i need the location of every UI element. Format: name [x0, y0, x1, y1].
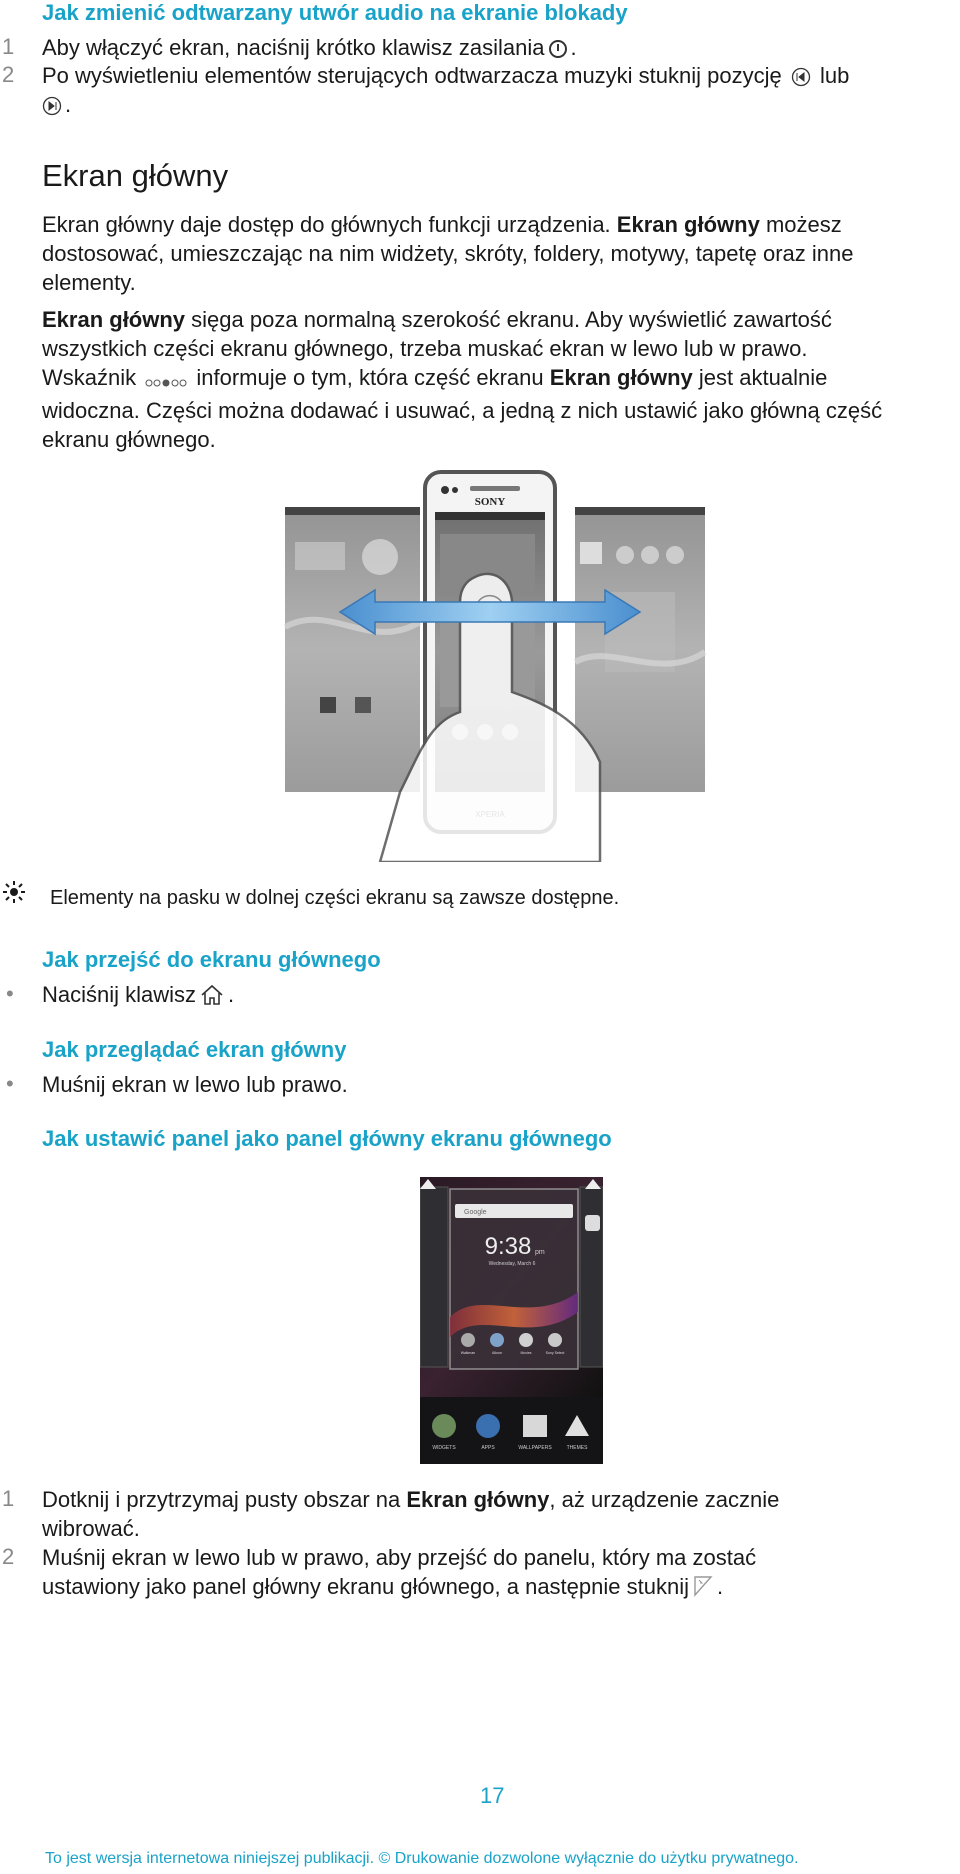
app-label: Album [492, 1351, 502, 1355]
dock-label: WALLPAPERS [518, 1445, 552, 1451]
set-panel-heading: Jak ustawić panel jako panel główny ekranu głównego [42, 1126, 612, 1151]
bullet: • [6, 1071, 14, 1096]
paragraph-line: elementy. [42, 270, 136, 295]
browse-home-heading: Jak przeglądać ekran główny [42, 1037, 347, 1062]
app-label: Walkman [460, 1351, 476, 1355]
app-label: Sony Select [545, 1351, 565, 1355]
step-end: . [65, 92, 72, 117]
clock-date: Wednesday, March 6 [488, 1261, 536, 1267]
text: , aż urządzenie zacznie [549, 1487, 780, 1512]
step-line: wibrować. [42, 1516, 140, 1541]
bold-term: Ekran główny [616, 212, 760, 237]
step-text: Po wyświetleniu elementów sterujących odtwarzacza muzyki stuknij pozycję [42, 63, 782, 88]
next-track-icon [42, 94, 62, 123]
clock-time: 9:38 [484, 1233, 532, 1260]
step-line: Muśnij ekran w lewo lub w prawo, aby przejść do panelu, który ma zostać [42, 1545, 757, 1570]
step-number: 2 [2, 62, 15, 87]
set-panel-step-1 [42, 1485, 779, 1543]
search-bar-text: Google [464, 1209, 487, 1216]
step-number: 1 [2, 1486, 15, 1511]
text: informuje o tym, która część ekranu [196, 365, 544, 390]
bold-term: Ekran główny [406, 1487, 550, 1512]
lockscreen-step-2 [42, 61, 849, 94]
step-line [42, 1485, 779, 1514]
text: ustawiony jako panel główny ekranu głównego, a następnie stuknij [42, 1574, 689, 1599]
paragraph-line [42, 363, 957, 396]
text: jest aktualnie [698, 365, 828, 390]
tip-icon [2, 880, 26, 909]
home-paragraph-1 [42, 210, 952, 297]
tip-text: Elementy na pasku w dolnej części ekranu są zawsze dostępne. [50, 887, 620, 909]
step-mid: lub [820, 63, 850, 88]
home-key-icon [199, 984, 225, 1013]
dock-label: APPS [481, 1445, 495, 1451]
text: Dotknij i przytrzymaj pusty obszar na [42, 1487, 401, 1512]
step-line [42, 1572, 756, 1605]
paragraph-line: wszystkich części ekranu głównego, trzeba muskać ekran w lewo lub w prawo. [42, 336, 808, 361]
bold-term: Ekran główny [42, 307, 186, 332]
set-panel-step-2 [42, 1543, 756, 1605]
set-home-panel-icon [692, 1574, 714, 1605]
text: Naciśnij klawisz [42, 982, 197, 1007]
paragraph-line [42, 210, 952, 239]
paragraph-line [42, 305, 957, 334]
step-number: 2 [2, 1544, 15, 1569]
text: sięga poza normalną szerokość ekranu. Aby wyświetlić zawartość [191, 307, 832, 332]
bold-term: Ekran główny [549, 365, 693, 390]
paragraph-line: ekranu głównego. [42, 427, 216, 452]
home-paragraph-2 [42, 305, 957, 454]
clock-ampm: pm [535, 1249, 545, 1256]
app-label: Movies [520, 1351, 532, 1355]
bullet: • [6, 981, 14, 1006]
text-end: . [228, 982, 235, 1007]
goto-home-heading: Jak przejść do ekranu głównego [42, 947, 381, 972]
text: możesz [765, 212, 842, 237]
text: Wskaźnik [42, 365, 137, 390]
lockscreen-heading: Jak zmienić odtwarzany utwór audio na ekranie blokady [42, 0, 628, 25]
home-edit-illustration [420, 1177, 603, 1464]
home-swipe-illustration [280, 462, 710, 862]
previous-track-icon [791, 65, 811, 94]
page-indicator-icon [145, 367, 187, 396]
phone-brand: SONY [474, 496, 506, 508]
page-number: 17 [480, 1783, 505, 1808]
paragraph-line: dostosować, umieszczając na nim widżety, skróty, foldery, motywy, tapetę oraz inne [42, 241, 854, 266]
dock-label: THEMES [566, 1445, 588, 1451]
section-title: Ekran główny [42, 158, 229, 193]
goto-home-text [42, 980, 234, 1013]
lockscreen-step-2-cont [42, 90, 71, 123]
dock-label: WIDGETS [432, 1445, 456, 1451]
page-footer: To jest wersja internetowa niniejszej publikacji. © Drukowanie dozwolone wyłącznie do użytku prywatnego. [45, 1850, 799, 1867]
step-end: . [570, 35, 577, 60]
step-number: 1 [2, 34, 15, 59]
text: Ekran główny daje dostęp do głównych funkcji urządzenia. [42, 212, 611, 237]
paragraph-line: widoczna. Części można dodawać i usuwać, a jedną z nich ustawić jako główną część [42, 398, 883, 423]
text-end: . [716, 1574, 724, 1599]
step-text: Aby włączyć ekran, naciśnij krótko klawisz zasilania [42, 35, 545, 60]
browse-home-text: Muśnij ekran w lewo lub prawo. [42, 1072, 348, 1097]
